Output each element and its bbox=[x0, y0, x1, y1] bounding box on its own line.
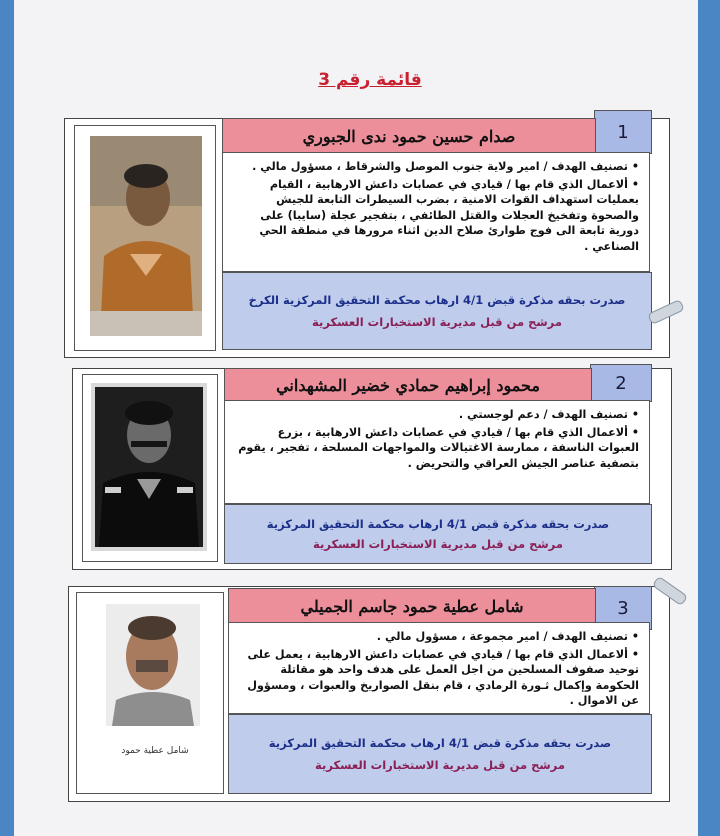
page-title: قائمة رقم 3 bbox=[318, 70, 422, 90]
document-page bbox=[14, 0, 698, 836]
person-photo-3 bbox=[106, 604, 200, 726]
entry-body-1 bbox=[222, 152, 650, 272]
nominated-3: مرشح من قبل مديرية الاستخبارات العسكرية bbox=[315, 758, 565, 772]
warrant-1: صدرت بحقه مذكرة قبض 4/1 ارهاب محكمة التحقيق المركزية الكرخ bbox=[248, 293, 626, 307]
entry-body-2 bbox=[224, 400, 650, 504]
actions-2: • ألاعمال الذي قام بها / قيادي في عصابات داعش الارهابية ، بزرع العبوات الناسفة ، ممارسة الاغتيالات والمواجهات المسلحة ، تفجير ، يقوم بتصفية عناصر الجيش العراقي والتحريض . bbox=[238, 425, 639, 470]
photo-caption-3: شامل عطية حمود bbox=[121, 746, 189, 756]
entry-body-3 bbox=[228, 622, 650, 714]
entry-number-1: 1 bbox=[594, 110, 652, 154]
classification-1: • تصنيف الهدف / امير ولاية جنوب الموصل والشرقاط ، مسؤول مالي . bbox=[252, 160, 639, 173]
warrant-3: صدرت بحقه مذكرة قبض 4/1 ارهاب محكمة التحقيق المركزية bbox=[268, 736, 612, 750]
actions-1: • ألاعمال الذي قام بها / قيادي في عصابات داعش الارهابية ، القيام بعمليات استهداف القوات الامنية ، بضرب السيطرات التابعة للجيش والصحوة وتفخيخ العجلات والقتل الطائفي ، بتفجير عجلة (سايبا) على دورية تابعة الى فوج طوارئ صلاح الدين اثناء مرورها في منطقة الحي الصناعي . bbox=[259, 177, 639, 253]
classification-2: • تصنيف الهدف / دعم لوجستي . bbox=[458, 408, 639, 421]
nominated-2: مرشح من قبل مديرية الاستخبارات العسكرية bbox=[313, 537, 563, 551]
entry-footer-1 bbox=[222, 272, 652, 350]
entry-name-2: محمود إبراهيم حمادي خضير المشهداني bbox=[224, 368, 592, 402]
entry-footer-3 bbox=[228, 714, 652, 794]
person-photo-2 bbox=[91, 383, 207, 551]
entry-number-2: 2 bbox=[590, 364, 652, 402]
classification-3: • تصنيف الهدف / امير مجموعة ، مسؤول مالي . bbox=[376, 630, 639, 643]
entry-number-3: 3 bbox=[594, 586, 652, 630]
person-photo-1 bbox=[90, 136, 202, 336]
entry-name-1: صدام حسين حمود ندى الجبوري bbox=[222, 118, 596, 154]
actions-3: • ألاعمال الذي قام بها / قيادي في عصابات داعش الارهابية ، يعمل على توحيد صفوف المسلحين من اجل العمل على هدف واحد هو مقاتلة الحكومة وإكمال ثـورة الرمادي ، قام بنقل الصواريخ والعبوات ، ومسؤول عن الاموال . bbox=[247, 647, 639, 707]
entry-footer-2 bbox=[224, 504, 652, 564]
warrant-2: صدرت بحقه مذكرة قبض 4/1 ارهاب محكمة التحقيق المركزية bbox=[266, 517, 610, 531]
nominated-1: مرشح من قبل مديرية الاستخبارات العسكرية bbox=[312, 315, 562, 329]
entry-name-3: شامل عطية حمود جاسم الجميلي bbox=[228, 588, 596, 624]
